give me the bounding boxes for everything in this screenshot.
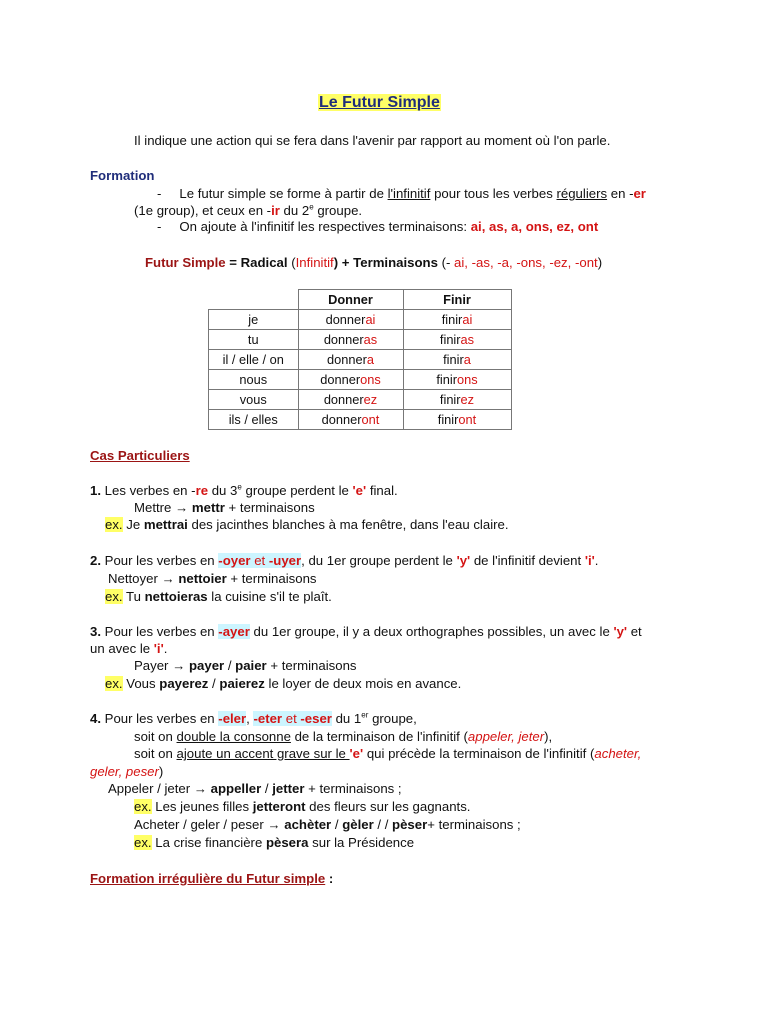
case-3-rule: 3. Pour les verbes en -ayer du 1er groupe, il y a deux orthographes possibles, un avec le 'y' et [90, 624, 642, 639]
case-1-transform: Mettre → mettr + terminaisons [134, 500, 315, 515]
pronoun-cell: je [209, 310, 299, 330]
donner-cell: donnerons [298, 370, 403, 390]
example-tag: ex. [105, 589, 123, 604]
case-4-example-2: ex. La crise financière pèsera sur la Présidence [134, 835, 415, 850]
donner-cell: donnera [298, 350, 403, 370]
case-1-example: ex. Je mettrai des jacinthes blanches à ma fenêtre, dans l'eau claire. [105, 517, 509, 532]
formation-bullet-2: - On ajoute à l'infinitif les respectives terminaisons: ai, as, a, ons, ez, ont [157, 219, 599, 234]
pronoun-cell: il / elle / on [209, 350, 299, 370]
case-4-transform-1: Appeler / jeter → appeller / jetter + terminaisons ; [108, 781, 402, 796]
pronoun-cell: tu [209, 330, 299, 350]
table-header-row [209, 290, 512, 310]
case-4-transform-2: Acheter / geler / peser → achèter / gèler / / pèser+ terminaisons ; [134, 817, 521, 832]
finir-cell: finirons [403, 370, 511, 390]
table-row [209, 410, 512, 430]
finir-cell: finiras [403, 330, 511, 350]
finir-cell: finirez [403, 390, 511, 410]
formation-bullet-1: - Le futur simple se forme à partir de l'infinitif pour tous les verbes réguliers en -er [157, 186, 646, 201]
table-header-empty [209, 290, 299, 310]
donner-cell: donneront [298, 410, 403, 430]
formation-heading: Formation [90, 168, 155, 183]
formula-line: Futur Simple = Radical (Infinitif) + Terminaisons (- ai, -as, -a, -ons, -ez, -ont) [145, 255, 603, 270]
table-row [209, 370, 512, 390]
page-title: Le Futur Simple [319, 94, 440, 111]
formation-bullet-1-cont: (1e group), et ceux en -ir du 2e groupe. [134, 202, 363, 218]
table-row [209, 310, 512, 330]
case-4-example-1: ex. Les jeunes filles jetteront des fleurs sur les gagnants. [134, 799, 471, 814]
case-3-rule-cont: un avec le 'i'. [90, 641, 168, 656]
intro-text: Il indique une action qui se fera dans l'avenir par rapport au moment où l'on parle. [134, 133, 611, 148]
table-row [209, 330, 512, 350]
donner-cell: donneras [298, 330, 403, 350]
example-tag: ex. [134, 835, 152, 850]
pronoun-cell: nous [209, 370, 299, 390]
donner-cell: donnerai [298, 310, 403, 330]
case-4-option-1: soit on double la consonne de la terminaison de l'infinitif (appeler, jeter), [134, 729, 553, 744]
case-2-transform: Nettoyer → nettoier + terminaisons [108, 571, 317, 586]
cas-particuliers-heading: Cas Particuliers [90, 448, 190, 463]
case-4-option-2: soit on ajoute un accent grave sur le 'e' qui précède la terminaison de l'infinitif (acheter, [134, 746, 642, 761]
pronoun-cell: ils / elles [209, 410, 299, 430]
case-3-example: ex. Vous payerez / paierez le loyer de deux mois en avance. [105, 676, 462, 691]
case-4-option-2-cont: geler, peser) [90, 764, 164, 779]
table-header-donner: Donner [298, 290, 403, 310]
example-tag: ex. [105, 517, 123, 532]
case-2-rule: 2. Pour les verbes en -oyer et -uyer, du 1er groupe perdent le 'y' de l'infinitif devient 'i'. [90, 553, 599, 568]
donner-cell: donnerez [298, 390, 403, 410]
table-header-finir: Finir [403, 290, 511, 310]
conjugation-table [208, 289, 512, 430]
case-2-example: ex. Tu nettoieras la cuisine s'il te plaît. [105, 589, 332, 604]
case-3-transform: Payer → payer / paier + terminaisons [134, 658, 357, 673]
finir-cell: finirai [403, 310, 511, 330]
case-4-rule: 4. Pour les verbes en -eler, -eter et -eser du 1er groupe, [90, 710, 417, 726]
table-row [209, 390, 512, 410]
table-row [209, 350, 512, 370]
finir-cell: finira [403, 350, 511, 370]
irregular-formation-heading: Formation irrégulière du Futur simple : [90, 871, 334, 886]
pronoun-cell: vous [209, 390, 299, 410]
case-1-rule: 1. Les verbes en -re du 3e groupe perdent le 'e' final. [90, 482, 398, 498]
finir-cell: finiront [403, 410, 511, 430]
example-tag: ex. [134, 799, 152, 814]
example-tag: ex. [105, 676, 123, 691]
